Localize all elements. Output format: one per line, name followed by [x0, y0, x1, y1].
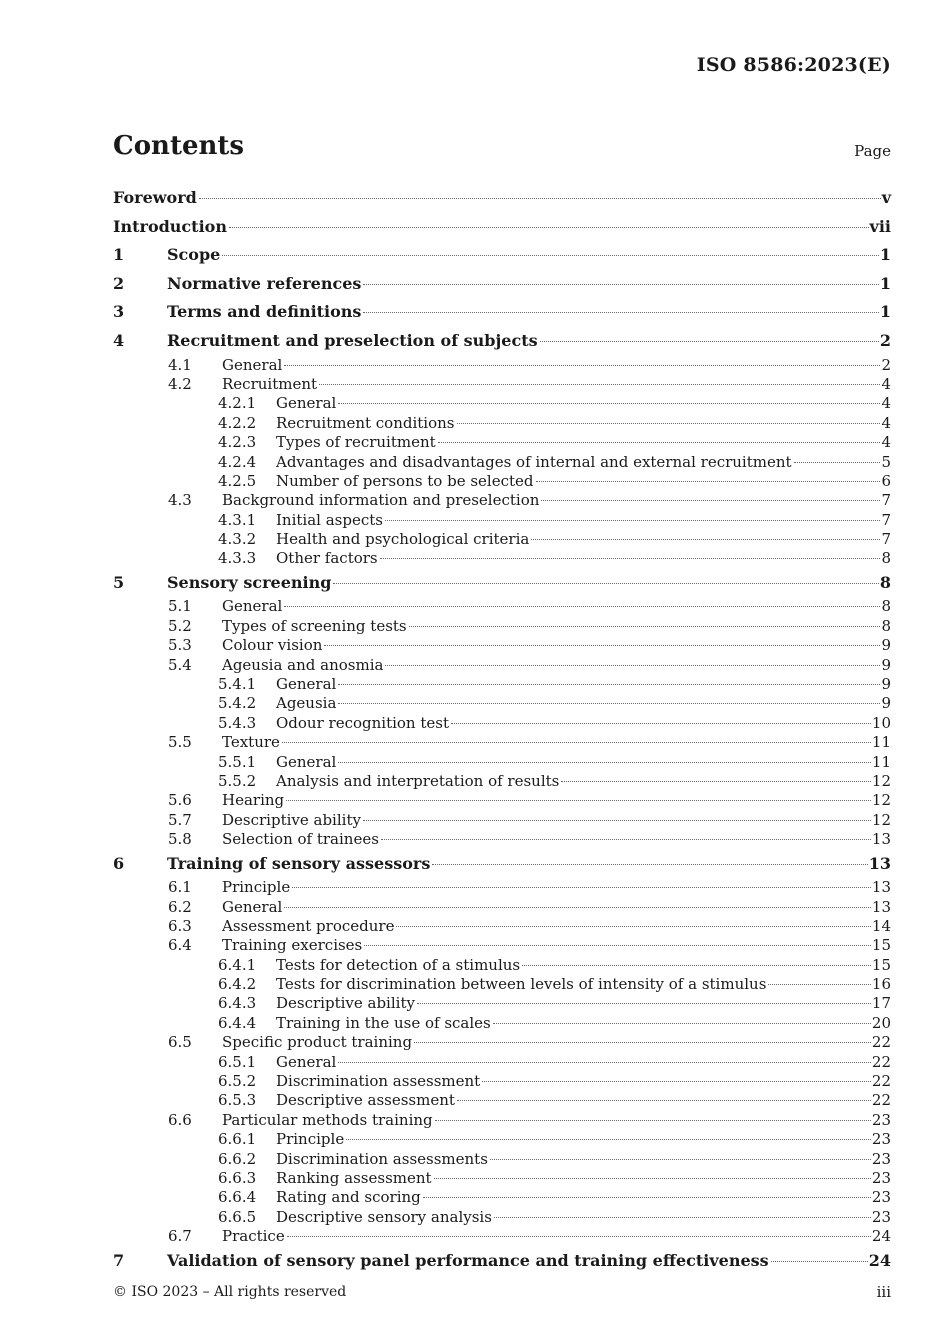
- dot-leader: [380, 558, 881, 559]
- toc-entry-number: 5.5.2: [218, 771, 257, 790]
- toc-entry[interactable]: [113, 917, 891, 936]
- toc-entry-title: Advantages and disadvantages of internal and external recruitment: [276, 452, 792, 471]
- toc-entry-page: 22: [871, 1091, 891, 1110]
- toc-entry-number: 1: [113, 245, 125, 265]
- toc-entry-page: 10: [871, 713, 891, 732]
- toc-entry-title: Validation of sensory panel performance and training effectiveness: [167, 1250, 769, 1270]
- toc-entry-title: Health and psychological criteria: [276, 530, 530, 549]
- toc-entry-page: 4: [881, 433, 891, 452]
- toc-entry[interactable]: [113, 694, 891, 713]
- dot-leader: [324, 645, 880, 646]
- toc-entry-number: 6.1: [168, 878, 192, 897]
- dot-leader: [338, 703, 880, 704]
- toc-entry[interactable]: [113, 675, 891, 694]
- toc-entry[interactable]: [113, 433, 891, 452]
- dot-leader: [432, 864, 867, 865]
- toc-entry-page: 13: [871, 897, 891, 916]
- toc-entry-title: General: [222, 897, 283, 916]
- dot-leader: [771, 1261, 868, 1262]
- dot-leader: [346, 1139, 871, 1140]
- toc-entry-number: 5.4: [168, 655, 192, 674]
- toc-entry-number: 6.7: [168, 1227, 192, 1246]
- toc-entry-page: 13: [871, 830, 891, 849]
- dot-leader: [199, 198, 881, 199]
- toc-entry-title: Other factors: [276, 549, 378, 568]
- toc-entry-page: 1: [879, 245, 891, 265]
- toc-entry-number: 4.2.5: [218, 471, 257, 490]
- toc-entry-number: 6.6.2: [218, 1149, 257, 1168]
- dot-leader: [364, 945, 871, 946]
- toc-entry-number: 4: [113, 330, 125, 350]
- toc-entry[interactable]: [113, 184, 891, 213]
- toc-entry-title: Descriptive ability: [222, 810, 361, 829]
- toc-entry-number: 5.7: [168, 810, 192, 829]
- toc-entry[interactable]: [113, 791, 891, 810]
- dot-leader: [482, 1081, 871, 1082]
- toc-entry-title: Ranking assessment: [276, 1168, 432, 1187]
- toc-entry[interactable]: [113, 1053, 891, 1072]
- toc-entry[interactable]: [113, 1014, 891, 1033]
- copyright-notice: © ISO 2023 – All rights reserved: [113, 1284, 347, 1300]
- toc-entry[interactable]: [113, 994, 891, 1013]
- toc-entry-title: Number of persons to be selected: [276, 471, 534, 490]
- toc-entry-number: 6.4.3: [218, 994, 257, 1013]
- dot-leader: [287, 1236, 871, 1237]
- dot-leader: [541, 500, 880, 501]
- toc-entry-page: 22: [871, 1052, 891, 1071]
- toc-entry-number: 5.4.1: [218, 675, 257, 694]
- toc-entry[interactable]: [113, 472, 891, 491]
- dot-leader: [338, 403, 880, 404]
- toc-entry[interactable]: [113, 1130, 891, 1149]
- toc-entry-page: 12: [871, 791, 891, 810]
- toc-entry[interactable]: [113, 956, 891, 975]
- dot-leader: [363, 820, 871, 821]
- toc-entry-page: 1: [879, 302, 891, 322]
- toc-entry[interactable]: [113, 1247, 891, 1276]
- dot-leader: [333, 583, 878, 584]
- toc-entry[interactable]: [113, 298, 891, 327]
- toc-entry-title: Initial aspects: [276, 510, 383, 529]
- dot-leader: [222, 255, 879, 256]
- dot-leader: [409, 626, 881, 627]
- toc-entry-number: 5.1: [168, 597, 192, 616]
- toc-entry[interactable]: [113, 241, 891, 270]
- dot-leader: [536, 481, 881, 482]
- toc-entry-page: 9: [881, 675, 891, 694]
- toc-entry[interactable]: [113, 936, 891, 955]
- dot-leader: [363, 312, 878, 313]
- toc-entry[interactable]: [113, 597, 891, 616]
- dot-leader: [768, 984, 871, 985]
- toc-entry-page: 7: [881, 530, 891, 549]
- toc-entry[interactable]: [113, 878, 891, 897]
- dot-leader: [423, 1197, 871, 1198]
- toc-entry-page: 15: [871, 936, 891, 955]
- toc-entry-page: 1: [879, 273, 891, 293]
- dot-leader: [561, 781, 871, 782]
- toc-entry-title: Ageusia and anosmia: [222, 655, 384, 674]
- dot-leader: [292, 887, 871, 888]
- dot-leader: [338, 684, 880, 685]
- toc-entry-page: v: [881, 188, 891, 207]
- toc-entry[interactable]: [113, 1150, 891, 1169]
- toc-entry-title: Training of sensory assessors: [167, 853, 431, 873]
- toc-entry-number: 5.6: [168, 791, 192, 810]
- toc-entry[interactable]: [113, 753, 891, 772]
- toc-entry[interactable]: [113, 898, 891, 917]
- toc-entry-number: 6.6.3: [218, 1168, 257, 1187]
- toc-entry-page: 7: [881, 510, 891, 529]
- toc-entry-title: Analysis and interpretation of results: [276, 771, 560, 790]
- toc-entry[interactable]: [113, 636, 891, 655]
- toc-entry-title: Principle: [222, 878, 291, 897]
- toc-entry-page: 8: [879, 572, 891, 592]
- toc-entry-number: 4.1: [168, 355, 192, 374]
- toc-entry-number: 6.4.2: [218, 975, 257, 994]
- contents-title: Contents: [113, 131, 245, 161]
- toc-entry-title: Descriptive ability: [276, 994, 415, 1013]
- toc-entry-number: 4.3.2: [218, 530, 257, 549]
- toc-entry-number: 4.2.1: [218, 394, 257, 413]
- toc-entry-title: Ageusia: [276, 694, 337, 713]
- toc-entry-title: Recruitment conditions: [276, 413, 455, 432]
- toc-entry-number: 3: [113, 302, 125, 322]
- toc-entry[interactable]: [113, 1227, 891, 1246]
- toc-entry-number: 5.8: [168, 830, 192, 849]
- toc-entry-number: 4.3.3: [218, 549, 257, 568]
- dot-leader: [319, 384, 880, 385]
- dot-leader: [414, 1042, 871, 1043]
- dot-leader: [338, 1062, 871, 1063]
- toc-entry-number: 6.6.4: [218, 1188, 257, 1207]
- toc-entry[interactable]: [113, 617, 891, 636]
- toc-entry-title: Discrimination assessment: [276, 1072, 481, 1091]
- toc-entry[interactable]: [113, 850, 891, 879]
- toc-entry[interactable]: [113, 1091, 891, 1110]
- toc-entry-title: Texture: [222, 733, 280, 752]
- toc-entry-number: 6.6.1: [218, 1130, 257, 1149]
- toc-entry-page: 2: [881, 355, 891, 374]
- toc-entry-page: 12: [871, 810, 891, 829]
- toc-entry-page: 22: [871, 1033, 891, 1052]
- dot-leader: [531, 539, 880, 540]
- toc-entry-title: Odour recognition test: [276, 713, 449, 732]
- dot-leader: [284, 365, 880, 366]
- dot-leader: [435, 1120, 871, 1121]
- toc-entry-title: Terms and definitions: [167, 302, 362, 322]
- toc-entry[interactable]: [113, 356, 891, 375]
- dot-leader: [282, 742, 871, 743]
- toc-entry-number: 5.4.3: [218, 713, 257, 732]
- dot-leader: [540, 341, 879, 342]
- toc-entry-page: 12: [871, 771, 891, 790]
- toc-entry[interactable]: [113, 1033, 891, 1052]
- toc-entry-number: 4.3: [168, 491, 192, 510]
- toc-entry-number: 6.4.4: [218, 1013, 257, 1032]
- toc-entry-page: 23: [871, 1168, 891, 1187]
- toc-entry-title: Scope: [167, 245, 221, 265]
- toc-entry-page: 17: [871, 994, 891, 1013]
- toc-entry[interactable]: [113, 1072, 891, 1091]
- toc-entry[interactable]: [113, 1111, 891, 1130]
- toc-entry-page: 24: [868, 1250, 891, 1270]
- toc-entry-number: 4.2: [168, 374, 192, 393]
- toc-entry-title: Sensory screening: [167, 572, 332, 592]
- toc-entry-page: 8: [881, 597, 891, 616]
- toc-entry-number: 5.5: [168, 733, 192, 752]
- toc-entry-page: 20: [871, 1013, 891, 1032]
- toc-entry-page: 22: [871, 1072, 891, 1091]
- toc-entry[interactable]: [113, 491, 891, 510]
- toc-entry-title: Rating and scoring: [276, 1188, 421, 1207]
- toc-entry-page: 23: [871, 1110, 891, 1129]
- dot-leader: [381, 839, 871, 840]
- toc-entry-title: Foreword: [113, 188, 197, 207]
- toc-entry-page: 2: [879, 330, 891, 350]
- toc-entry-title: Recruitment: [222, 374, 318, 393]
- toc-entry-number: 4.2.4: [218, 452, 257, 471]
- toc-entry-number: 5.5.1: [218, 752, 257, 771]
- toc-entry-page: 14: [871, 916, 891, 935]
- toc-entry-number: 6.4.1: [218, 955, 257, 974]
- toc-entry-number: 6.5.1: [218, 1052, 257, 1071]
- toc-entry[interactable]: [113, 270, 891, 299]
- toc-entry[interactable]: [113, 772, 891, 791]
- toc-entry-title: Tests for discrimination between levels of intensity of a stimulus: [276, 975, 767, 994]
- toc-entry-title: Practice: [222, 1227, 285, 1246]
- toc-entry[interactable]: [113, 830, 891, 849]
- dot-leader: [438, 442, 881, 443]
- toc-entry-page: 4: [881, 413, 891, 432]
- toc-entry[interactable]: [113, 811, 891, 830]
- toc-entry[interactable]: [113, 1188, 891, 1207]
- toc-entry-number: 6.3: [168, 916, 192, 935]
- toc-entry[interactable]: [113, 530, 891, 549]
- toc-entry[interactable]: [113, 733, 891, 752]
- toc-entry-number: 5.3: [168, 636, 192, 655]
- dot-leader: [385, 520, 880, 521]
- toc-entry-page: 5: [881, 452, 891, 471]
- toc-entry-number: 6.5.3: [218, 1091, 257, 1110]
- dot-leader: [794, 462, 881, 463]
- document-standard-number: ISO 8586:2023(E): [696, 54, 891, 76]
- toc-entry-title: Descriptive assessment: [276, 1091, 455, 1110]
- toc-entry-title: Specific product training: [222, 1033, 413, 1052]
- toc-entry-title: Recruitment and preselection of subjects: [167, 330, 538, 350]
- toc-entry[interactable]: [113, 375, 891, 394]
- toc-entry-page: 23: [871, 1149, 891, 1168]
- toc-entry-title: Selection of trainees: [222, 830, 379, 849]
- toc-entry-number: 7: [113, 1250, 125, 1270]
- toc-entry-title: General: [276, 752, 337, 771]
- toc-entry-number: 4.3.1: [218, 510, 257, 529]
- toc-entry-number: 6.2: [168, 897, 192, 916]
- toc-entry-page: 15: [871, 955, 891, 974]
- dot-leader: [493, 1023, 871, 1024]
- toc-entry-number: 6.4: [168, 936, 192, 955]
- toc-entry[interactable]: [113, 1208, 891, 1227]
- dot-leader: [396, 926, 870, 927]
- dot-leader: [434, 1178, 871, 1179]
- toc-entry-title: Training in the use of scales: [276, 1013, 491, 1032]
- toc-entry-number: 2: [113, 273, 125, 293]
- table-of-contents: [113, 184, 891, 1275]
- dot-leader: [417, 1003, 871, 1004]
- toc-entry-page: 4: [881, 394, 891, 413]
- toc-entry-page: 24: [871, 1227, 891, 1246]
- toc-entry[interactable]: [113, 511, 891, 530]
- toc-entry-number: 6.6: [168, 1110, 192, 1129]
- toc-entry[interactable]: [113, 394, 891, 413]
- toc-entry-page: 9: [881, 694, 891, 713]
- dot-leader: [494, 1217, 871, 1218]
- toc-entry-number: 4.2.3: [218, 433, 257, 452]
- dot-leader: [385, 665, 880, 666]
- dot-leader: [451, 723, 871, 724]
- toc-entry-number: 5: [113, 572, 125, 592]
- toc-entry-page: 7: [881, 491, 891, 510]
- toc-entry-page: 8: [881, 616, 891, 635]
- toc-entry-number: 5.4.2: [218, 694, 257, 713]
- dot-leader: [284, 907, 871, 908]
- toc-entry[interactable]: [113, 569, 891, 598]
- toc-entry-title: General: [222, 597, 283, 616]
- toc-entry-page: 4: [881, 374, 891, 393]
- toc-entry-title: Particular methods training: [222, 1110, 433, 1129]
- toc-entry-title: Introduction: [113, 216, 227, 236]
- toc-entry-title: Tests for detection of a stimulus: [276, 955, 521, 974]
- toc-entry-title: Descriptive sensory analysis: [276, 1207, 492, 1226]
- page-number: iii: [876, 1283, 891, 1301]
- toc-entry-page: 11: [871, 752, 891, 771]
- toc-entry-number: 5.2: [168, 616, 192, 635]
- toc-entry-page: 13: [871, 878, 891, 897]
- toc-entry-page: 16: [871, 975, 891, 994]
- toc-entry-page: vii: [869, 216, 891, 236]
- dot-leader: [338, 762, 871, 763]
- toc-entry[interactable]: [113, 327, 891, 356]
- dot-leader: [363, 284, 878, 285]
- toc-entry-title: General: [276, 394, 337, 413]
- toc-entry-page: 8: [881, 549, 891, 568]
- dot-leader: [284, 606, 880, 607]
- toc-entry-title: Discrimination assessments: [276, 1149, 488, 1168]
- toc-entry-page: 23: [871, 1188, 891, 1207]
- dot-leader: [490, 1159, 871, 1160]
- toc-entry-page: 23: [871, 1130, 891, 1149]
- toc-entry-title: General: [276, 675, 337, 694]
- toc-entry-number: 6.5.2: [218, 1072, 257, 1091]
- toc-entry-title: General: [276, 1052, 337, 1071]
- toc-entry-page: 23: [871, 1207, 891, 1226]
- toc-entry-page: 9: [881, 655, 891, 674]
- toc-entry-title: Types of recruitment: [276, 433, 436, 452]
- page-column-label: Page: [854, 142, 891, 160]
- toc-entry-title: Principle: [276, 1130, 345, 1149]
- toc-entry-title: Assessment procedure: [222, 916, 395, 935]
- toc-entry[interactable]: [113, 975, 891, 994]
- toc-entry-page: 11: [871, 733, 891, 752]
- dot-leader: [457, 423, 881, 424]
- toc-entry[interactable]: [113, 213, 891, 242]
- toc-entry-title: Training exercises: [222, 936, 363, 955]
- dot-leader: [286, 800, 871, 801]
- toc-entry-page: 13: [868, 853, 891, 873]
- toc-entry-number: 6: [113, 853, 125, 873]
- toc-entry-page: 9: [881, 636, 891, 655]
- toc-entry-page: 6: [881, 471, 891, 490]
- toc-entry-title: Types of screening tests: [222, 616, 407, 635]
- toc-entry-title: Normative references: [167, 273, 362, 293]
- dot-leader: [457, 1100, 871, 1101]
- toc-entry[interactable]: [113, 549, 891, 568]
- toc-entry[interactable]: [113, 714, 891, 733]
- dot-leader: [522, 965, 871, 966]
- toc-entry-number: 6.6.5: [218, 1207, 257, 1226]
- toc-entry-title: Hearing: [222, 791, 285, 810]
- toc-entry-number: 6.5: [168, 1033, 192, 1052]
- toc-entry[interactable]: [113, 414, 891, 433]
- toc-entry[interactable]: [113, 1169, 891, 1188]
- dot-leader: [229, 227, 869, 228]
- toc-entry-title: Colour vision: [222, 636, 323, 655]
- toc-entry-title: Background information and preselection: [222, 491, 540, 510]
- toc-entry-number: 4.2.2: [218, 413, 257, 432]
- toc-entry[interactable]: [113, 453, 891, 472]
- toc-entry[interactable]: [113, 656, 891, 675]
- toc-entry-title: General: [222, 355, 283, 374]
